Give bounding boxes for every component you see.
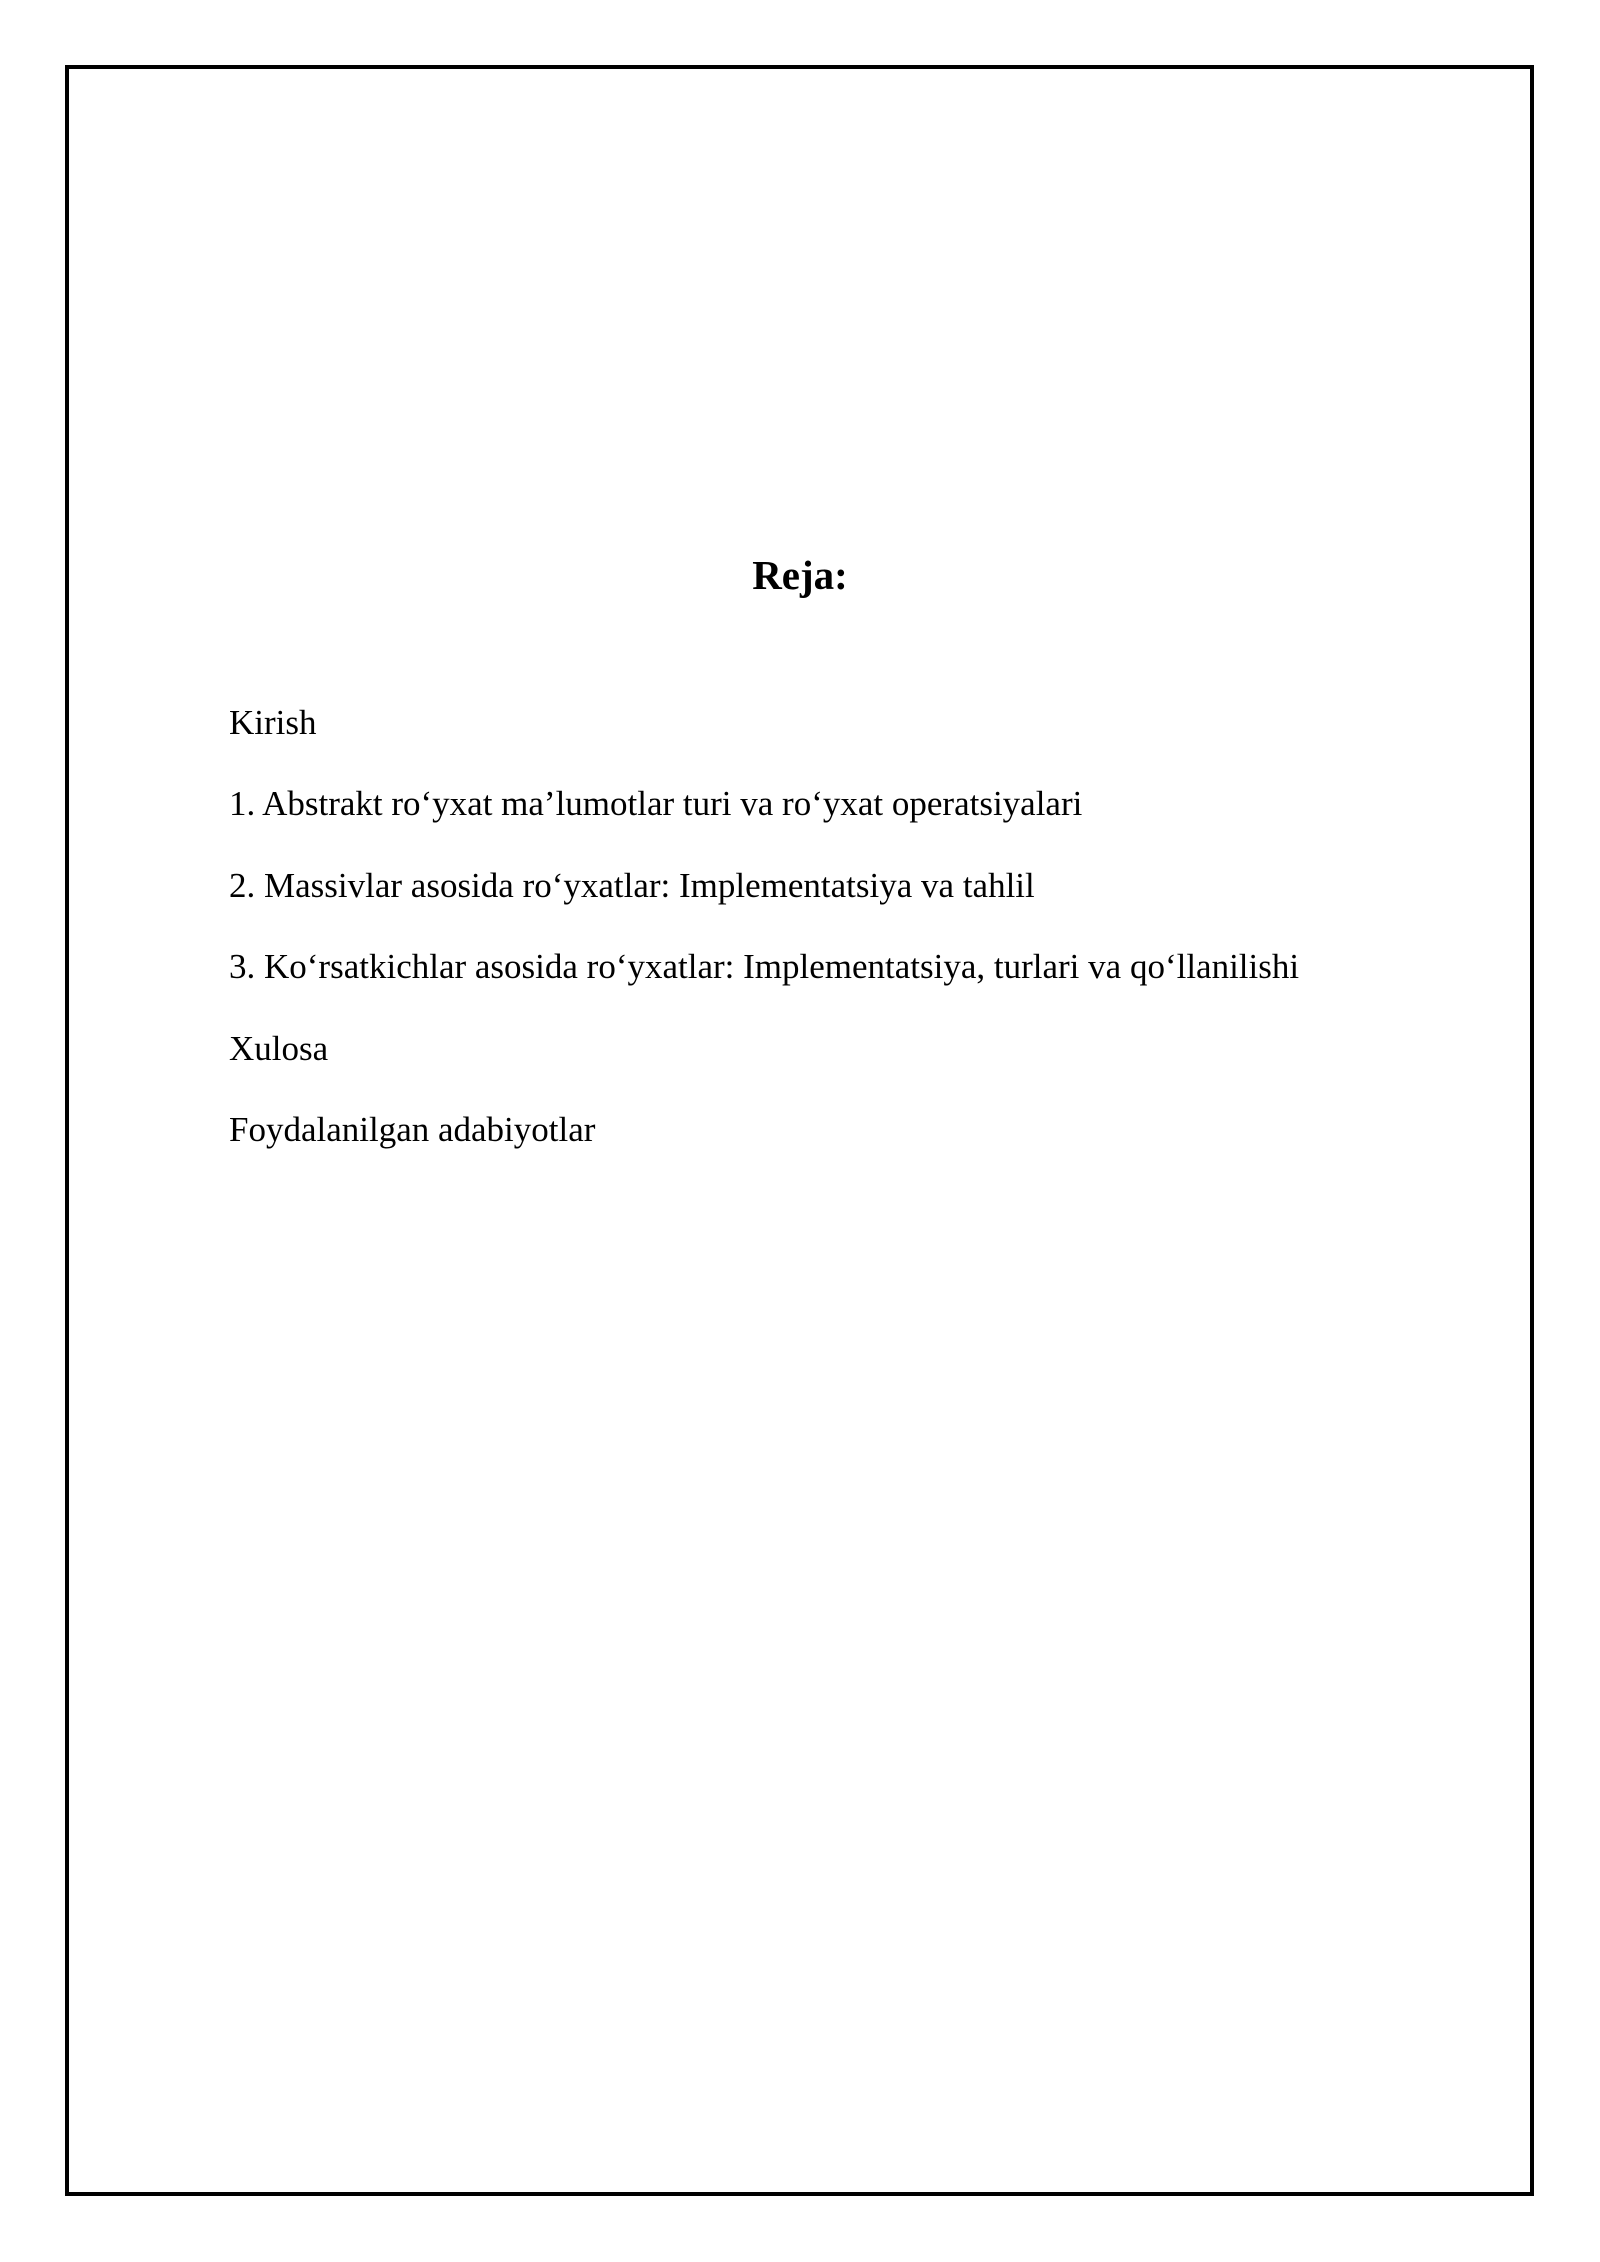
toc-item-references: Foydalanilgan adabiyotlar <box>229 1109 596 1149</box>
toc-item-conclusion: Xulosa <box>229 1028 329 1068</box>
table-of-contents <box>229 703 1299 1191</box>
toc-item-chapter-1: 1. Abstrakt ro‘yxat ma’lumotlar turi va ro‘yxat operatsiyalari <box>229 784 1083 824</box>
toc-item-chapter-3: 3. Ko‘rsatkichlar asosida ro‘yxatlar: Implementatsiya, turlari va qo‘llanilishi <box>229 947 1300 987</box>
toc-item-chapter-2: 2. Massivlar asosida ro‘yxatlar: Implementatsiya va tahlil <box>229 865 1035 905</box>
page-title: Reja: <box>752 552 848 598</box>
toc-item-introduction: Kirish <box>229 703 317 742</box>
